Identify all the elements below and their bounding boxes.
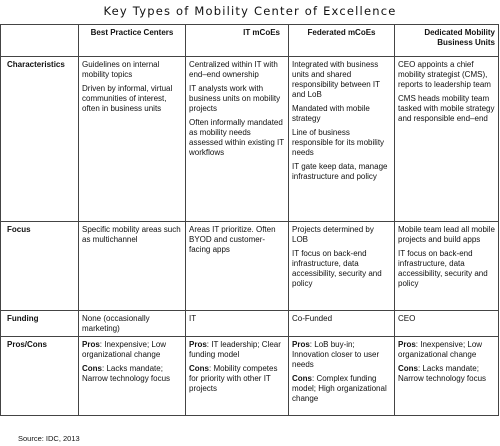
pros-text [398, 340, 495, 360]
cell-funding-dedicated: CEO [395, 311, 499, 337]
column-header-best-practice: Best Practice Centers [79, 25, 186, 57]
source-note: Source: IDC, 2013 [18, 434, 80, 443]
cell-characteristics-it [186, 57, 289, 222]
cell-text: Specific mobility areas such as multichannel [82, 225, 181, 244]
cell-characteristics-best-practice [79, 57, 186, 222]
table-title: Key Types of Mobility Center of Excellence [103, 4, 397, 18]
cell-text: Mandated with mobile strategy [292, 104, 370, 123]
cell-text: Projects determined by LOB [292, 225, 374, 244]
cell-proscons-best-practice [79, 337, 186, 416]
cell-text: Centralized within IT with end–end ownership [189, 60, 278, 79]
cell-characteristics-dedicated [395, 57, 499, 222]
cons-label: Cons [82, 364, 102, 373]
cell-focus-dedicated [395, 222, 499, 311]
cons-text [82, 364, 182, 384]
cell-proscons-dedicated [395, 337, 499, 416]
pros-detail: : IT leadership; Clear funding model [189, 340, 281, 359]
cell-proscons-federated [289, 337, 395, 416]
column-header-it-mcoes: IT mCoEs [186, 25, 289, 57]
cons-label: Cons [189, 364, 209, 373]
cons-detail: : Lacks mandate; Narrow technology focus [82, 364, 171, 383]
table-row-funding [1, 311, 499, 337]
cons-label: Cons [292, 374, 312, 383]
row-label-characteristics: Characteristics [1, 57, 79, 222]
cell-funding-federated: Co-Funded [289, 311, 395, 337]
pros-label: Pros [82, 340, 100, 349]
cell-text: IT gate keep data, manage infrastructure and policy [292, 162, 388, 181]
cell-text: Areas IT prioritize. Often BYOD and customer-facing apps [189, 225, 276, 254]
pros-label: Pros [292, 340, 310, 349]
cell-text: CEO appoints a chief mobility strategist (CMS), reports to leadership team [398, 60, 491, 89]
table-row-characteristics [1, 57, 499, 222]
cell-focus-it [186, 222, 289, 311]
cell-characteristics-federated [289, 57, 395, 222]
cell-focus-federated [289, 222, 395, 311]
column-header-dedicated: Dedicated Mobility Business Units [395, 25, 499, 57]
pros-detail: : Inexpensive; Low organizational change [398, 340, 483, 359]
cell-text: IT focus on back-end infrastructure, data accessibility, security and policy [398, 249, 488, 288]
pros-detail: : LoB buy-in; Innovation closer to user needs [292, 340, 380, 369]
cons-text [189, 364, 285, 394]
cell-funding-best-practice: None (occasionally marketing) [79, 311, 186, 337]
cons-text [398, 364, 495, 384]
cell-text: IT focus on back-end infrastructure, data accessibility, security and policy [292, 249, 382, 288]
cons-label: Cons [398, 364, 418, 373]
cell-text: Guidelines on internal mobility topics [82, 60, 160, 79]
column-header-federated: Federated mCoEs [289, 25, 395, 57]
cell-text: CMS heads mobility team tasked with mobile strategy and responsible end–end [398, 94, 495, 123]
mobility-coe-table [0, 24, 499, 416]
cell-text: IT analysts work with business units on mobility projects [189, 84, 281, 113]
header-empty-cell [1, 25, 79, 57]
pros-detail: : Inexpensive; Low organizational change [82, 340, 167, 359]
pros-text [82, 340, 182, 360]
header-row [1, 25, 499, 57]
table-row-focus [1, 222, 499, 311]
cell-funding-it: IT [186, 311, 289, 337]
cell-text: Mobile team lead all mobile projects and build apps [398, 225, 495, 244]
cons-detail: : Mobility competes for priority with other IT projects [189, 364, 278, 393]
row-label-focus: Focus [1, 222, 79, 311]
row-label-funding: Funding [1, 311, 79, 337]
cons-detail: : Lacks mandate; Narrow technology focus [398, 364, 487, 383]
cons-detail: : Complex funding model; High organizational change [292, 374, 387, 403]
cell-text: Often informally mandated as mobility needs assessed within existing IT workflows [189, 118, 285, 157]
cell-proscons-it [186, 337, 289, 416]
cell-text: Line of business responsible for its mobility needs [292, 128, 385, 157]
pros-text [292, 340, 391, 370]
pros-label: Pros [398, 340, 416, 349]
row-label-pros-cons: Pros/Cons [1, 337, 79, 416]
cell-text: Driven by informal, virtual communities of interest, often in business units [82, 84, 173, 113]
cell-text: Integrated with business units and shared responsibility between IT and LoB [292, 60, 380, 99]
pros-text [189, 340, 285, 360]
table-row-pros-cons [1, 337, 499, 416]
cons-text [292, 374, 391, 404]
cell-focus-best-practice [79, 222, 186, 311]
pros-label: Pros [189, 340, 207, 349]
